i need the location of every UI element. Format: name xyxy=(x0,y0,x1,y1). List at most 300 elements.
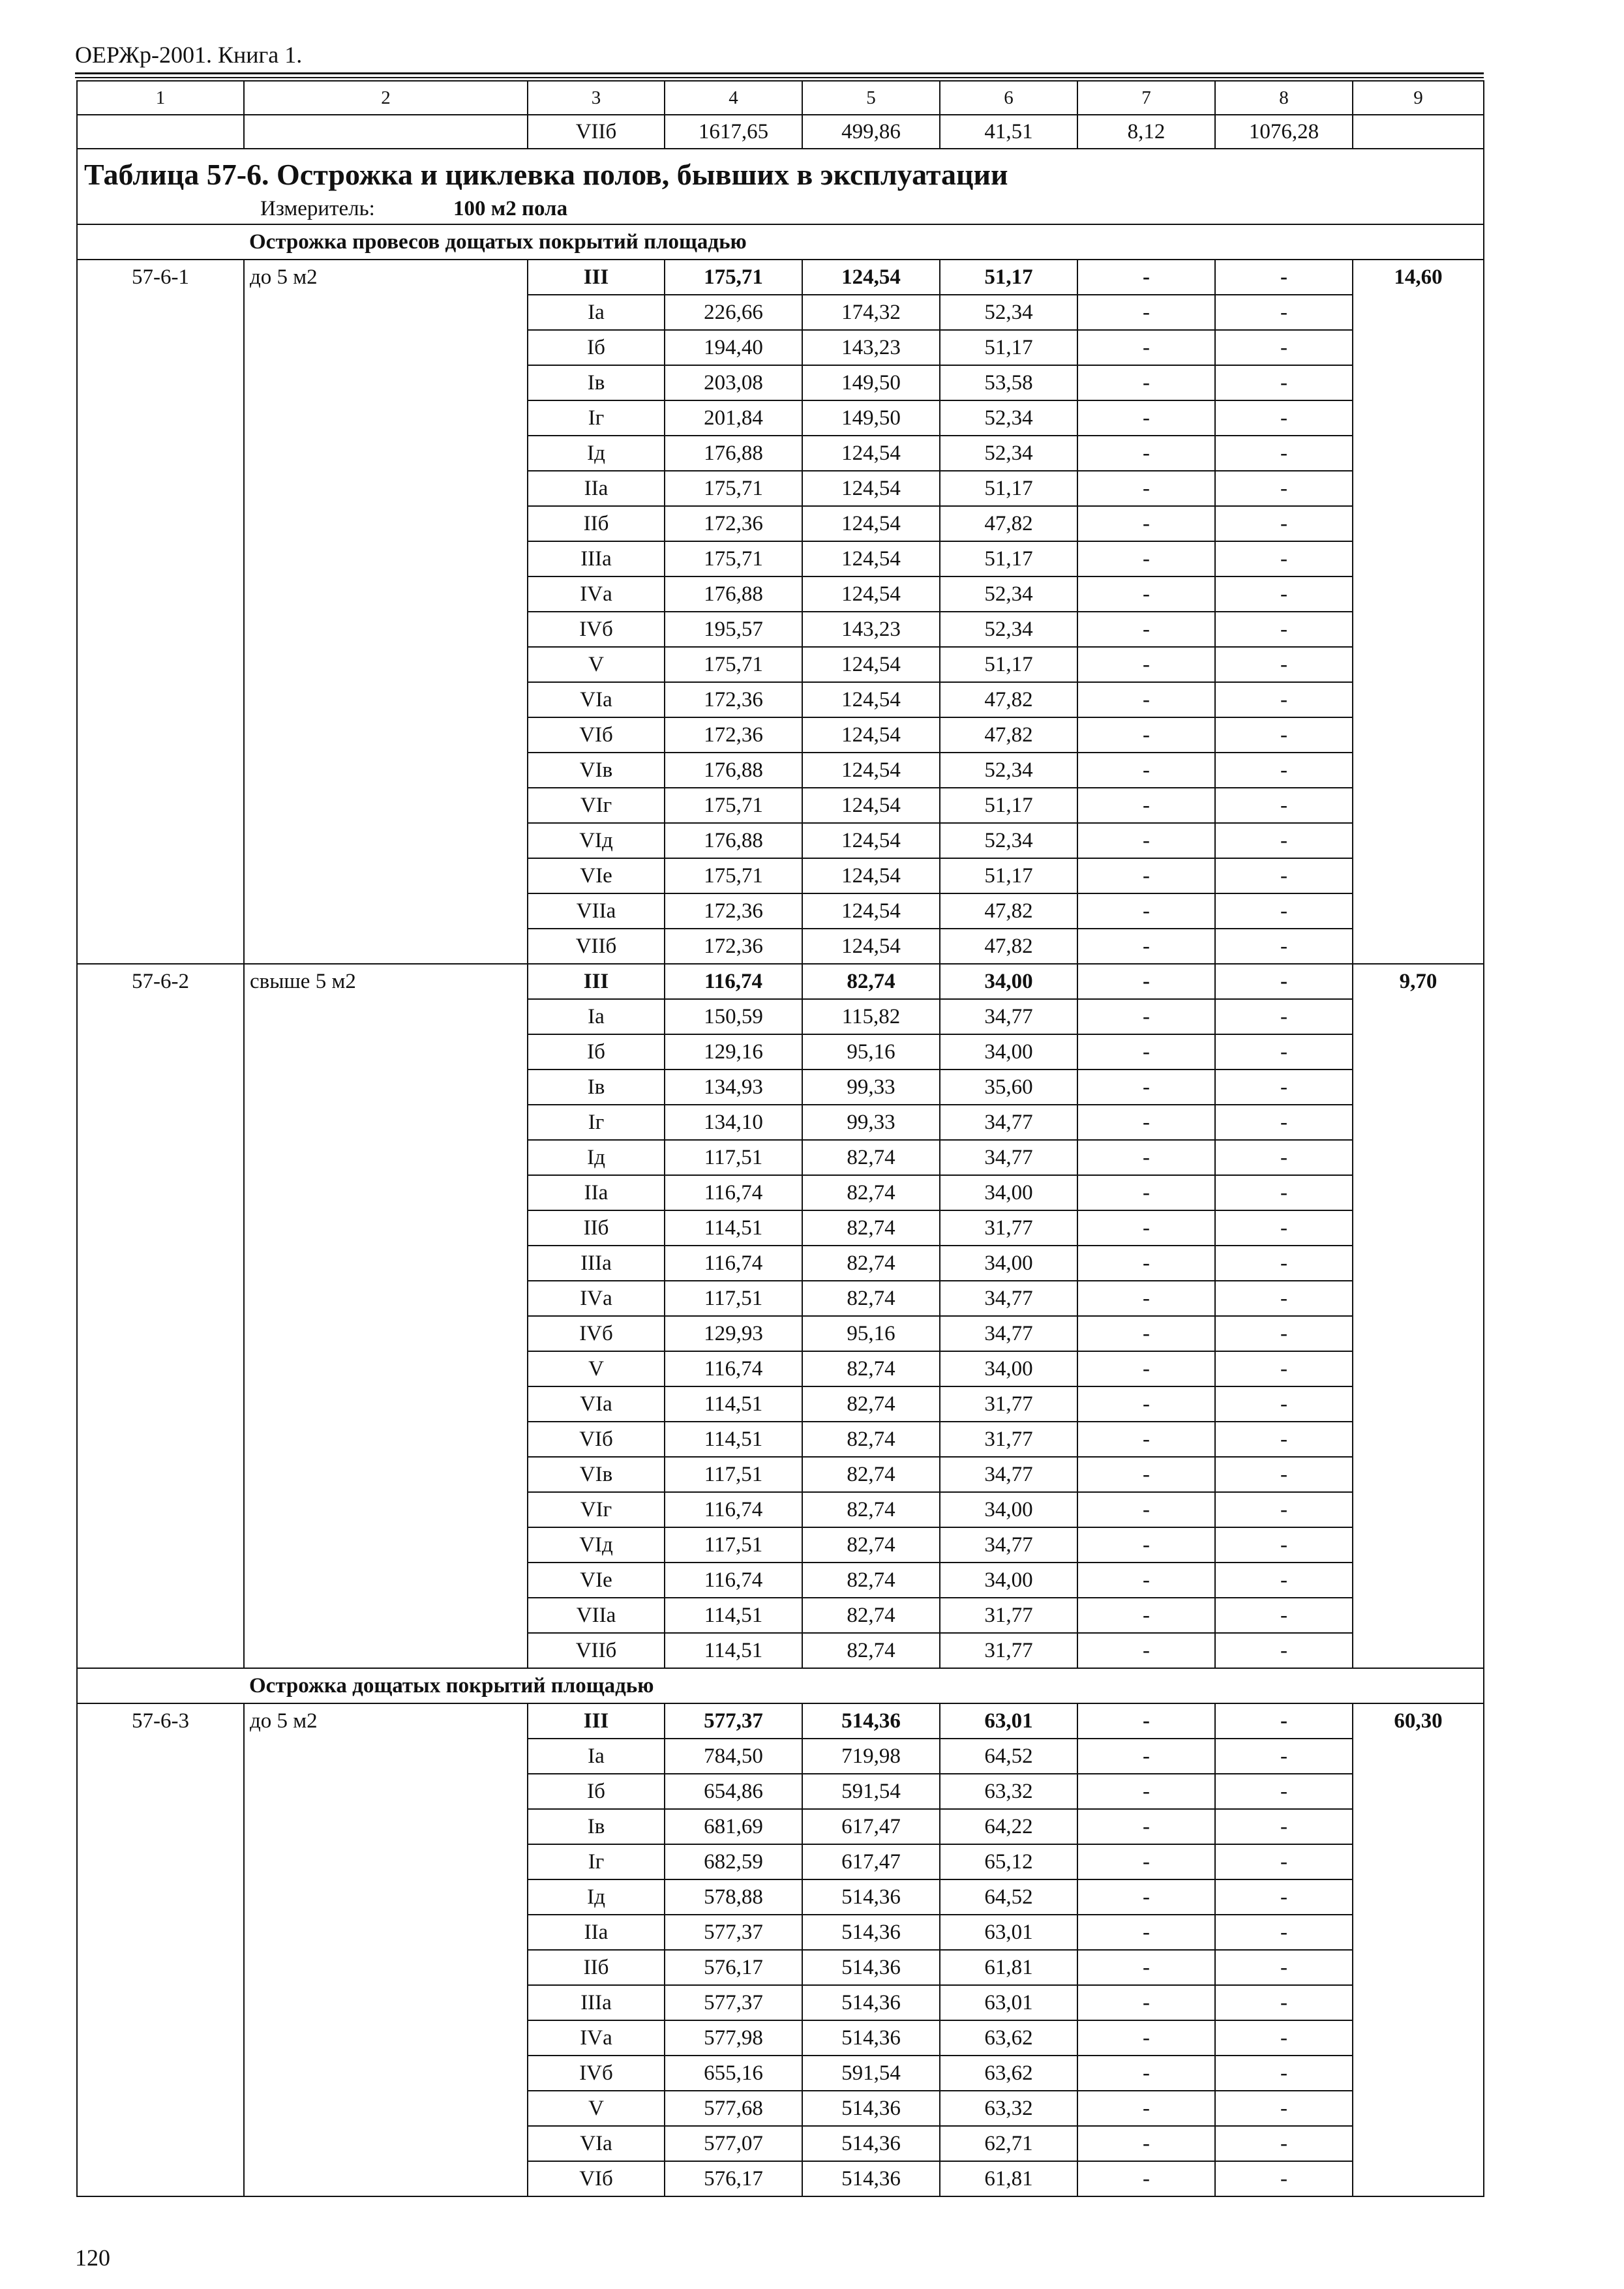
table-cell: - xyxy=(1077,2056,1215,2091)
table-cell: - xyxy=(1215,1316,1353,1351)
table-cell: 577,37 xyxy=(665,1703,802,1739)
table-cell: 591,54 xyxy=(802,1774,940,1809)
table-cell: - xyxy=(1077,1950,1215,1985)
table-cell: 499,86 xyxy=(802,115,940,149)
table-cell: - xyxy=(1215,1422,1353,1457)
table-cell: 129,93 xyxy=(665,1316,802,1351)
table-cell: VIIб xyxy=(528,115,665,149)
table-cell: 34,77 xyxy=(940,1527,1077,1563)
table-cell: 63,62 xyxy=(940,2020,1077,2056)
table-cell: Iв xyxy=(528,1809,665,1844)
column-number: 2 xyxy=(244,81,528,115)
table-cell: 61,81 xyxy=(940,2161,1077,2196)
table-cell: - xyxy=(1077,1879,1215,1915)
table-cell: Iг xyxy=(528,1844,665,1879)
table-cell: 176,88 xyxy=(665,576,802,612)
table-cell: 34,00 xyxy=(940,964,1077,999)
table-cell: 175,71 xyxy=(665,260,802,295)
table-cell: 95,16 xyxy=(802,1316,940,1351)
table-cell: 62,71 xyxy=(940,2126,1077,2161)
table-cell: VIб xyxy=(528,1422,665,1457)
table-cell: - xyxy=(1077,1492,1215,1527)
table-cell: - xyxy=(1215,471,1353,506)
table-cell: 514,36 xyxy=(802,1879,940,1915)
page-number: 120 xyxy=(75,2245,110,2271)
table-cell: IIа xyxy=(528,471,665,506)
table-cell: 51,17 xyxy=(940,858,1077,893)
table-cell: - xyxy=(1215,1034,1353,1070)
table-cell: - xyxy=(1077,964,1215,999)
column-number: 6 xyxy=(940,81,1077,115)
table-cell: 34,77 xyxy=(940,1457,1077,1492)
table-cell: - xyxy=(1077,260,1215,295)
measure-value: 100 м2 пола xyxy=(453,197,568,220)
table-cell: VIв xyxy=(528,1457,665,1492)
table-cell: 82,74 xyxy=(802,1633,940,1668)
table-cell: 34,77 xyxy=(940,1105,1077,1140)
table-cell: 64,52 xyxy=(940,1879,1077,1915)
table-cell: - xyxy=(1215,1246,1353,1281)
table-cell: 52,34 xyxy=(940,295,1077,330)
table-cell: 47,82 xyxy=(940,717,1077,753)
table-cell: 124,54 xyxy=(802,858,940,893)
table-cell: - xyxy=(1077,1140,1215,1175)
table-cell: VIа xyxy=(528,2126,665,2161)
table-cell: 576,17 xyxy=(665,1950,802,1985)
section-cell xyxy=(77,1668,1484,1703)
table-cell: IIIа xyxy=(528,541,665,576)
table-cell: - xyxy=(1215,1140,1353,1175)
table-cell: - xyxy=(1077,1915,1215,1950)
table-cell: 31,77 xyxy=(940,1633,1077,1668)
table-cell: 129,16 xyxy=(665,1034,802,1070)
table-cell: - xyxy=(1215,1915,1353,1950)
table-cell: - xyxy=(1215,1950,1353,1985)
table-cell: - xyxy=(1077,295,1215,330)
table-cell: 514,36 xyxy=(802,2161,940,2196)
table-cell: 124,54 xyxy=(802,260,940,295)
header-rule xyxy=(75,72,1484,74)
table-cell: 124,54 xyxy=(802,541,940,576)
carryover-row xyxy=(77,115,1484,149)
table-row xyxy=(77,964,1484,999)
table-cell xyxy=(244,115,528,149)
table-cell: IVа xyxy=(528,2020,665,2056)
row-code: 57-6-3 xyxy=(77,1703,244,2196)
measure-row xyxy=(84,196,1477,221)
table-cell: 116,74 xyxy=(665,1246,802,1281)
table-cell: 682,59 xyxy=(665,1844,802,1879)
table-cell: 124,54 xyxy=(802,576,940,612)
table-cell: 576,17 xyxy=(665,2161,802,2196)
table-cell: Iа xyxy=(528,1739,665,1774)
column-number: 3 xyxy=(528,81,665,115)
table-cell: VIа xyxy=(528,1386,665,1422)
table-cell: 34,00 xyxy=(940,1563,1077,1598)
row-code: 57-6-2 xyxy=(77,964,244,1668)
table-cell: - xyxy=(1077,1105,1215,1140)
table-cell: - xyxy=(1215,788,1353,823)
table-cell: 577,37 xyxy=(665,1915,802,1950)
table-cell: IVа xyxy=(528,1281,665,1316)
table-cell: 65,12 xyxy=(940,1844,1077,1879)
table-cell: 591,54 xyxy=(802,2056,940,2091)
table-cell: - xyxy=(1077,541,1215,576)
table-cell: 124,54 xyxy=(802,753,940,788)
table-cell: - xyxy=(1215,753,1353,788)
table-cell: - xyxy=(1077,400,1215,436)
table-cell: VIе xyxy=(528,858,665,893)
table-cell: - xyxy=(1215,1351,1353,1386)
table-cell: 681,69 xyxy=(665,1809,802,1844)
row-value: 14,60 xyxy=(1353,260,1484,964)
table-cell: 143,23 xyxy=(802,330,940,365)
table-cell: - xyxy=(1215,717,1353,753)
table-cell: 176,88 xyxy=(665,823,802,858)
table-cell: 99,33 xyxy=(802,1070,940,1105)
table-cell: 82,74 xyxy=(802,1140,940,1175)
table-cell: 63,01 xyxy=(940,1703,1077,1739)
table-cell: - xyxy=(1077,506,1215,541)
table-cell: 124,54 xyxy=(802,823,940,858)
table-cell: - xyxy=(1215,541,1353,576)
table-cell: - xyxy=(1077,999,1215,1034)
table-cell: 115,82 xyxy=(802,999,940,1034)
table-cell: - xyxy=(1077,682,1215,717)
table-cell: - xyxy=(1077,2161,1215,2196)
table-cell: 82,74 xyxy=(802,1492,940,1527)
table-cell: - xyxy=(1215,1739,1353,1774)
table-cell: IIа xyxy=(528,1915,665,1950)
table-cell: 116,74 xyxy=(665,964,802,999)
table-cell: - xyxy=(1077,1281,1215,1316)
table-cell: VIб xyxy=(528,717,665,753)
table-cell: 174,32 xyxy=(802,295,940,330)
table-cell: - xyxy=(1215,1527,1353,1563)
table-cell: - xyxy=(1215,400,1353,436)
table-cell: 114,51 xyxy=(665,1598,802,1633)
column-number: 9 xyxy=(1353,81,1484,115)
table-cell: 117,51 xyxy=(665,1457,802,1492)
table-cell: - xyxy=(1077,929,1215,964)
table-title-cell xyxy=(77,149,1484,224)
table-cell: 124,54 xyxy=(802,682,940,717)
section-row xyxy=(77,224,1484,260)
table-cell: IIIа xyxy=(528,1246,665,1281)
table-cell: 124,54 xyxy=(802,929,940,964)
row-name: до 5 м2 xyxy=(244,260,528,964)
row-name: свыше 5 м2 xyxy=(244,964,528,1668)
table-cell: - xyxy=(1077,1457,1215,1492)
table-cell: 149,50 xyxy=(802,400,940,436)
table-cell: VIIб xyxy=(528,1633,665,1668)
table-cell: - xyxy=(1077,1844,1215,1879)
table-cell: Iб xyxy=(528,1034,665,1070)
table-cell: Iв xyxy=(528,365,665,400)
table-cell: 34,77 xyxy=(940,999,1077,1034)
table-cell: Iд xyxy=(528,436,665,471)
table-cell: 116,74 xyxy=(665,1351,802,1386)
estimate-table xyxy=(76,80,1484,2197)
table-cell: IIIа xyxy=(528,1985,665,2020)
table-cell: - xyxy=(1215,2056,1353,2091)
table-cell: 577,07 xyxy=(665,2126,802,2161)
table-cell: - xyxy=(1077,1563,1215,1598)
table-cell: 34,77 xyxy=(940,1281,1077,1316)
table-cell: - xyxy=(1077,576,1215,612)
table-cell: - xyxy=(1077,330,1215,365)
table-cell: 63,32 xyxy=(940,2091,1077,2126)
table-cell: 124,54 xyxy=(802,893,940,929)
table-cell: - xyxy=(1077,1034,1215,1070)
table-cell: 514,36 xyxy=(802,2020,940,2056)
table-cell: - xyxy=(1215,1070,1353,1105)
table-cell: - xyxy=(1215,2161,1353,2196)
table-cell: 95,16 xyxy=(802,1034,940,1070)
table-cell: 514,36 xyxy=(802,2126,940,2161)
table-cell: Iг xyxy=(528,1105,665,1140)
running-header: ОЕРЖр-2001. Книга 1. xyxy=(75,42,303,68)
column-number: 4 xyxy=(665,81,802,115)
table-cell: IVб xyxy=(528,1316,665,1351)
table-cell: - xyxy=(1077,893,1215,929)
table-cell: 654,86 xyxy=(665,1774,802,1809)
table-cell: - xyxy=(1077,612,1215,647)
table-cell: 51,17 xyxy=(940,260,1077,295)
table-cell: 82,74 xyxy=(802,1210,940,1246)
table-cell: 82,74 xyxy=(802,1246,940,1281)
table-cell: 47,82 xyxy=(940,929,1077,964)
table-cell: - xyxy=(1215,506,1353,541)
section-row xyxy=(77,1668,1484,1703)
table-cell: 124,54 xyxy=(802,471,940,506)
table-title: Таблица 57-6. Острожка и циклевка полов, бывших в эксплуатации xyxy=(84,158,1008,191)
table-cell: V xyxy=(528,1351,665,1386)
table-cell xyxy=(1353,115,1484,149)
table-cell: 176,88 xyxy=(665,436,802,471)
table-cell: - xyxy=(1215,260,1353,295)
table-cell: 34,00 xyxy=(940,1246,1077,1281)
table-cell: IIб xyxy=(528,1210,665,1246)
table-cell: - xyxy=(1215,1809,1353,1844)
section-cell xyxy=(77,224,1484,260)
table-cell: 203,08 xyxy=(665,365,802,400)
table-cell: - xyxy=(1215,1633,1353,1668)
table-cell: - xyxy=(1215,823,1353,858)
table-cell: 51,17 xyxy=(940,647,1077,682)
table-cell: 143,23 xyxy=(802,612,940,647)
table-cell: 34,00 xyxy=(940,1492,1077,1527)
table-cell: - xyxy=(1077,1422,1215,1457)
table-cell: 35,60 xyxy=(940,1070,1077,1105)
table-cell: 82,74 xyxy=(802,1175,940,1210)
table-cell: - xyxy=(1215,964,1353,999)
table-cell: - xyxy=(1215,1457,1353,1492)
table-cell: VIг xyxy=(528,788,665,823)
table-cell: 47,82 xyxy=(940,506,1077,541)
table-cell: V xyxy=(528,2091,665,2126)
table-cell: 99,33 xyxy=(802,1105,940,1140)
table-cell: 47,82 xyxy=(940,893,1077,929)
table-cell: 63,01 xyxy=(940,1915,1077,1950)
table-cell: 31,77 xyxy=(940,1422,1077,1457)
table-cell: - xyxy=(1215,576,1353,612)
table-cell: - xyxy=(1215,1985,1353,2020)
header-rule xyxy=(75,77,1484,78)
table-cell: 31,77 xyxy=(940,1386,1077,1422)
table-cell: 63,62 xyxy=(940,2056,1077,2091)
table-cell: 41,51 xyxy=(940,115,1077,149)
table-cell: 82,74 xyxy=(802,1563,940,1598)
table-cell: - xyxy=(1215,612,1353,647)
table-cell: - xyxy=(1077,471,1215,506)
column-numbers-row xyxy=(77,81,1484,115)
table-cell: Iв xyxy=(528,1070,665,1105)
table-cell: 1076,28 xyxy=(1215,115,1353,149)
table-cell: 617,47 xyxy=(802,1809,940,1844)
table-cell: - xyxy=(1077,436,1215,471)
table-cell: 577,37 xyxy=(665,1985,802,2020)
table-row xyxy=(77,260,1484,295)
table-cell: 577,98 xyxy=(665,2020,802,2056)
table-cell: 34,00 xyxy=(940,1034,1077,1070)
column-number: 1 xyxy=(77,81,244,115)
table-cell: - xyxy=(1077,1774,1215,1809)
table-cell: 617,47 xyxy=(802,1844,940,1879)
table-cell: 175,71 xyxy=(665,858,802,893)
table-cell: 52,34 xyxy=(940,753,1077,788)
table-cell: - xyxy=(1077,1809,1215,1844)
table-cell: 51,17 xyxy=(940,330,1077,365)
row-code: 57-6-1 xyxy=(77,260,244,964)
table-cell: - xyxy=(1077,1633,1215,1668)
table-cell: IIб xyxy=(528,1950,665,1985)
section-label: Острожка дощатых покрытий площадью xyxy=(249,1673,654,1698)
column-number: 7 xyxy=(1077,81,1215,115)
table-cell: 655,16 xyxy=(665,2056,802,2091)
table-cell: - xyxy=(1215,2020,1353,2056)
table-cell: 51,17 xyxy=(940,541,1077,576)
table-cell: - xyxy=(1077,1246,1215,1281)
table-cell: 63,32 xyxy=(940,1774,1077,1809)
table-cell: 577,68 xyxy=(665,2091,802,2126)
table-cell: 124,54 xyxy=(802,717,940,753)
table-cell: 34,77 xyxy=(940,1140,1077,1175)
table-cell: III xyxy=(528,1703,665,1739)
table-cell: - xyxy=(1215,1492,1353,1527)
table-cell: 175,71 xyxy=(665,788,802,823)
table-cell: - xyxy=(1215,1879,1353,1915)
table-cell: - xyxy=(1215,1774,1353,1809)
table-cell: Iа xyxy=(528,295,665,330)
column-number: 8 xyxy=(1215,81,1353,115)
table-cell: 52,34 xyxy=(940,576,1077,612)
table-cell: 134,10 xyxy=(665,1105,802,1140)
table-cell: 514,36 xyxy=(802,1950,940,1985)
table-cell: 784,50 xyxy=(665,1739,802,1774)
table-cell: 116,74 xyxy=(665,1175,802,1210)
table-cell: 82,74 xyxy=(802,1457,940,1492)
table-cell: - xyxy=(1077,823,1215,858)
table-cell: 226,66 xyxy=(665,295,802,330)
table-cell: 114,51 xyxy=(665,1422,802,1457)
table-cell: 82,74 xyxy=(802,1527,940,1563)
table-cell: 578,88 xyxy=(665,1879,802,1915)
table-cell: 172,36 xyxy=(665,717,802,753)
table-cell: VIд xyxy=(528,823,665,858)
table-cell: - xyxy=(1215,1175,1353,1210)
table-cell: VIд xyxy=(528,1527,665,1563)
table-cell: - xyxy=(1215,1598,1353,1633)
table-cell: 116,74 xyxy=(665,1492,802,1527)
table-cell: 514,36 xyxy=(802,1915,940,1950)
table-cell: 61,81 xyxy=(940,1950,1077,1985)
table-cell: IIа xyxy=(528,1175,665,1210)
table-cell: - xyxy=(1077,1070,1215,1105)
table-cell: - xyxy=(1077,1739,1215,1774)
table-cell: - xyxy=(1077,2091,1215,2126)
table-cell: - xyxy=(1077,717,1215,753)
table-cell: - xyxy=(1215,1105,1353,1140)
table-cell: - xyxy=(1077,1351,1215,1386)
table-cell: 8,12 xyxy=(1077,115,1215,149)
table-cell: IVа xyxy=(528,576,665,612)
table-cell: - xyxy=(1077,2020,1215,2056)
table-cell: - xyxy=(1215,893,1353,929)
table-cell: 176,88 xyxy=(665,753,802,788)
table-cell: 134,93 xyxy=(665,1070,802,1105)
table-cell: - xyxy=(1215,647,1353,682)
table-cell: - xyxy=(1077,788,1215,823)
table-cell: VIе xyxy=(528,1563,665,1598)
table-cell: IVб xyxy=(528,2056,665,2091)
table-cell: 124,54 xyxy=(802,506,940,541)
table-cell: 114,51 xyxy=(665,1386,802,1422)
table-cell: 64,52 xyxy=(940,1739,1077,1774)
table-cell: VIб xyxy=(528,2161,665,2196)
table-cell: 175,71 xyxy=(665,471,802,506)
table-cell: - xyxy=(1077,1210,1215,1246)
table-cell: - xyxy=(1215,1563,1353,1598)
table-cell: VIIа xyxy=(528,1598,665,1633)
table-cell: 172,36 xyxy=(665,682,802,717)
table-cell: 34,00 xyxy=(940,1351,1077,1386)
table-cell: 175,71 xyxy=(665,647,802,682)
table-cell: - xyxy=(1077,2126,1215,2161)
table-cell: 719,98 xyxy=(802,1739,940,1774)
table-cell: Iг xyxy=(528,400,665,436)
table-cell: - xyxy=(1215,1844,1353,1879)
table-cell: IVб xyxy=(528,612,665,647)
table-cell: 82,74 xyxy=(802,964,940,999)
table-cell: VIг xyxy=(528,1492,665,1527)
table-cell: Iб xyxy=(528,1774,665,1809)
table-cell: - xyxy=(1077,858,1215,893)
table-cell: 34,77 xyxy=(940,1316,1077,1351)
table-cell: 514,36 xyxy=(802,1703,940,1739)
table-cell: 82,74 xyxy=(802,1281,940,1316)
table-cell: III xyxy=(528,964,665,999)
table-cell: - xyxy=(1215,858,1353,893)
table-cell: - xyxy=(1215,436,1353,471)
table-cell: 175,71 xyxy=(665,541,802,576)
table-row xyxy=(77,1703,1484,1739)
table-cell: - xyxy=(1215,682,1353,717)
table-cell: 124,54 xyxy=(802,647,940,682)
table-cell: - xyxy=(1077,1985,1215,2020)
table-cell: - xyxy=(1077,1527,1215,1563)
table-cell: 82,74 xyxy=(802,1598,940,1633)
